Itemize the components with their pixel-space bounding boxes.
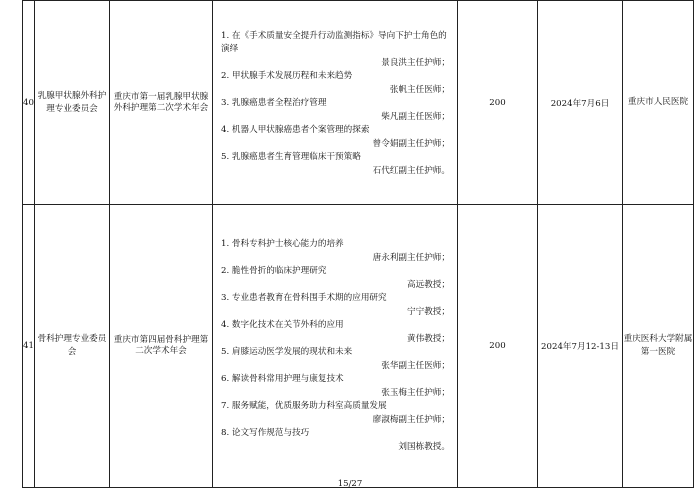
topic-speaker: 唐永利副主任护师； [372,253,450,263]
meeting-name: 重庆市第一届乳腺甲状腺外科护理第二次学术年会 [110,1,213,205]
committee-name: 骨科护理专业委员会 [35,205,110,488]
table-row [23,1,694,205]
topic-title: 1. 在《手术质量安全提升行动监测指标》导向下护士角色的演绎 [221,30,447,54]
score-cell: 200 [458,205,538,488]
topic-title: 8. 论文写作规范与技巧 [221,428,310,438]
topic-item [213,238,457,454]
topic-speaker: 石代红副主任护师。 [372,165,450,176]
project-table [22,0,694,488]
topic-title: 1. 骨科专科护士核心能力的培养 [221,239,344,249]
topic-speaker: 黄伟教授； [407,334,450,344]
topic-speaker: 景良洪主任护师； [381,57,450,68]
topic-title: 3. 专业患者教育在骨科围手术期的应用研究 [221,293,387,303]
row-number: 41 [23,205,35,488]
topic-title: 5. 肩膝运动医学发展的现状和未来 [221,347,353,357]
topic-item [213,28,457,178]
topic-title: 6. 解读骨科常用护理与康复技术 [221,374,344,384]
topic-title: 3. 乳腺癌患者全程治疗管理 [221,97,327,108]
topic-speaker: 张华副主任医师； [381,361,450,371]
organizer-cell: 重庆市人民医院 [623,1,694,205]
score-cell: 200 [458,1,538,205]
topic-title: 2. 甲状腺手术发展历程和未来趋势 [221,70,353,81]
topic-speaker: 刘国栋教授。 [398,442,450,452]
organizer-cell: 重庆医科大学附属第一医院 [623,205,694,488]
table-row [23,205,694,488]
topic-speaker: 廖淑梅副主任护师； [372,415,450,425]
topic-title: 2. 脆性骨折的临床护理研究 [221,266,327,276]
topic-title: 5. 乳腺癌患者生育管理临床干预策略 [221,151,361,162]
topics-cell [213,1,458,205]
topic-speaker: 曾令娟副主任护师； [372,138,450,149]
meeting-name: 重庆市第四届骨科护理第二次学术年会 [110,205,213,488]
date-cell: 2024年7月12-13日 [538,205,623,488]
topic-title: 4. 数字化技术在关节外科的应用 [221,320,344,330]
page-number: 15/27 [337,479,363,489]
topic-title: 7. 服务赋能，优质服务助力科室高质量发展 [221,401,387,411]
topic-speaker: 宁宁教授； [407,307,450,317]
topics-cell [213,205,458,488]
topic-title: 4. 机器人甲状腺癌患者个案管理的探索 [221,124,370,135]
topic-speaker: 高远教授； [407,280,450,290]
committee-name: 乳腺甲状腺外科护理专业委员会 [35,1,110,205]
topic-speaker: 张玉梅主任护师； [381,388,450,398]
row-number: 40 [23,1,35,205]
topic-speaker: 柴凡副主任医师； [381,111,450,122]
date-cell: 2024年7月6日 [538,1,623,205]
topic-speaker: 张帆主任医师； [389,84,450,95]
